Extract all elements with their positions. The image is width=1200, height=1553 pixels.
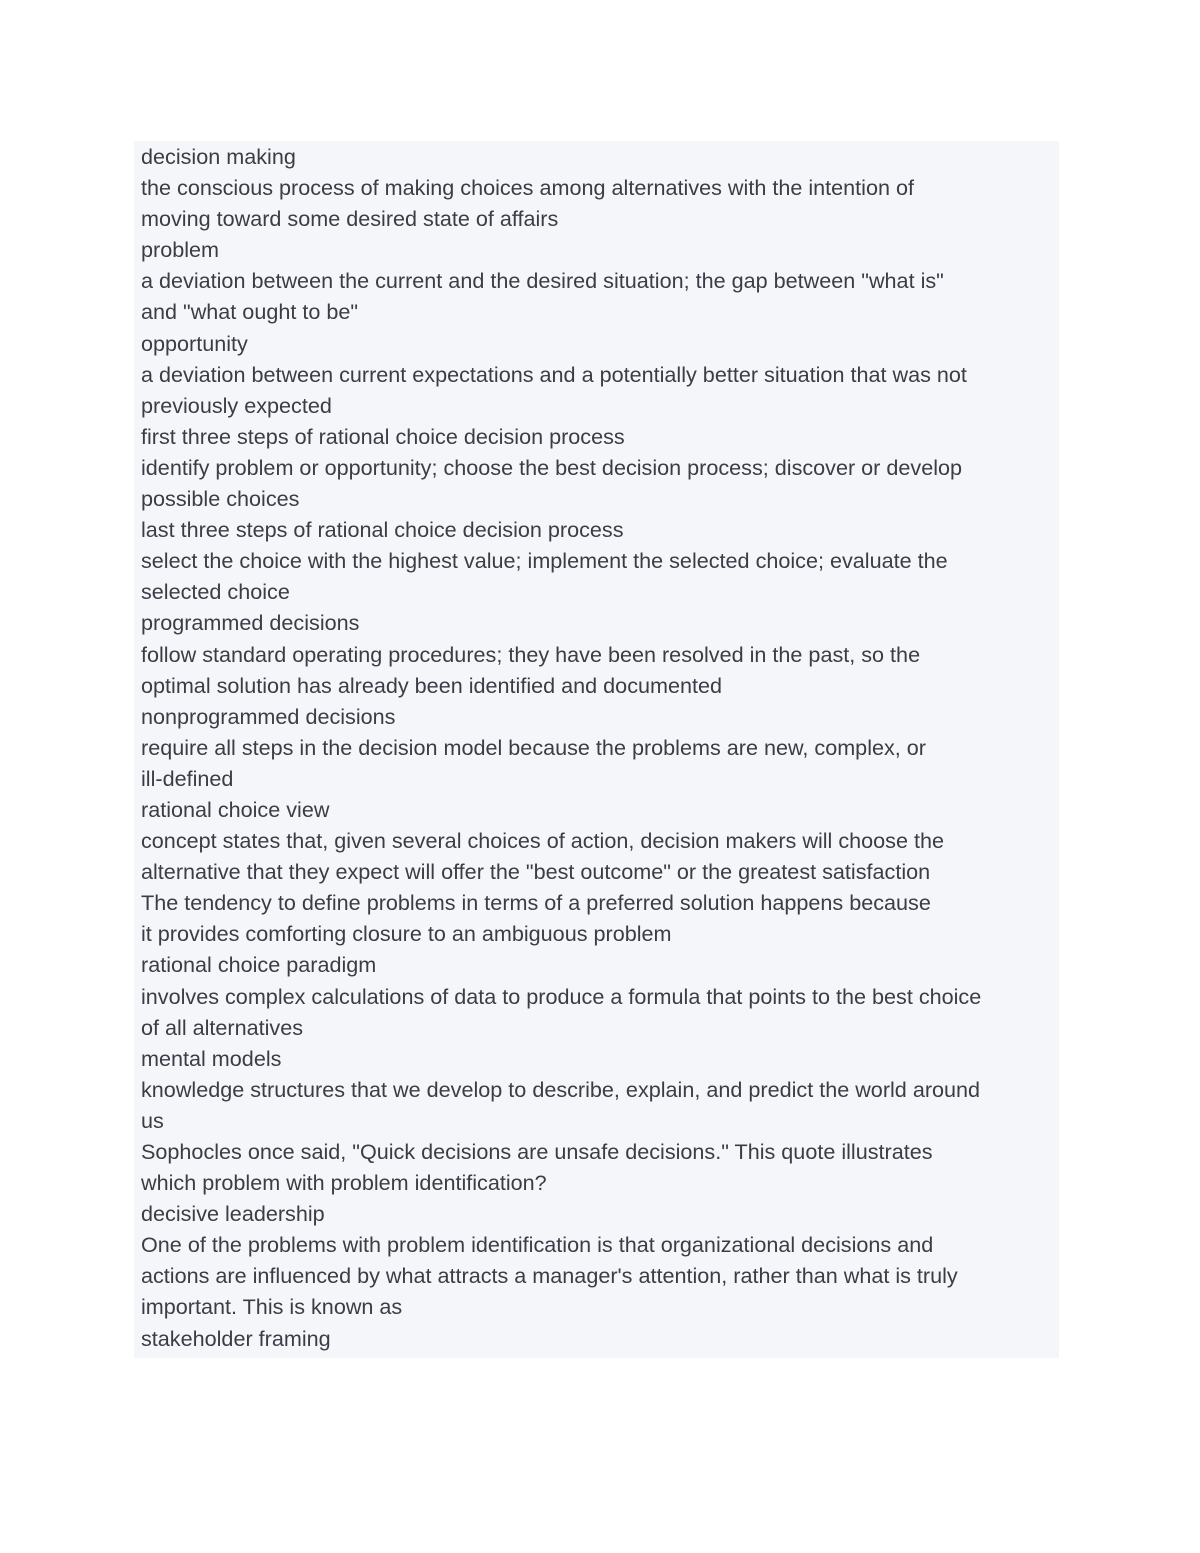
text-line: last three steps of rational choice decision process <box>141 517 624 543</box>
text-line: identify problem or opportunity; choose the best decision process; discover or develop <box>141 454 963 480</box>
text-line: alternative that they expect will offer the "best outcome" or the greatest satisfaction <box>141 859 931 885</box>
text-line: One of the problems with problem identification is that organizational decisions and <box>141 1232 934 1258</box>
text-line: previously expected <box>141 392 332 418</box>
text-line: of all alternatives <box>141 1014 304 1040</box>
text-line: selected choice <box>141 579 290 605</box>
document-text-block <box>134 141 1059 1358</box>
text-line: follow standard operating procedures; they have been resolved in the past, so the <box>141 641 921 667</box>
text-line: actions are influenced by what attracts a manager's attention, rather than what is truly <box>141 1263 958 1289</box>
text-line: concept states that, given several choices of action, decision makers will choose the <box>141 828 944 854</box>
text-lines <box>141 141 1059 1354</box>
text-line: knowledge structures that we develop to describe, explain, and predict the world around <box>141 1076 981 1102</box>
text-line: ill-defined <box>141 765 234 791</box>
text-line: problem <box>141 237 220 263</box>
text-line: first three steps of rational choice decision process <box>141 423 625 449</box>
text-line: Sophocles once said, "Quick decisions are unsafe decisions." This quote illustrates <box>141 1139 933 1164</box>
text-line: select the choice with the highest value; implement the selected choice; evaluate the <box>141 548 948 574</box>
text-line: mental models <box>141 1045 282 1071</box>
text-line: require all steps in the decision model because the problems are new, complex, or <box>141 734 926 760</box>
text-line: the conscious process of making choices among alternatives with the intention of <box>141 175 914 201</box>
text-line: programmed decisions <box>141 610 360 636</box>
text-line: and "what ought to be" <box>141 299 359 325</box>
text-line: involves complex calculations of data to produce a formula that points to the best choice <box>141 983 982 1009</box>
text-line: The tendency to define problems in terms of a preferred solution happens because <box>141 890 931 916</box>
text-line: stakeholder framing <box>141 1325 331 1351</box>
text-line: optimal solution has already been identified and documented <box>141 672 723 698</box>
text-line: us <box>141 1107 164 1133</box>
text-line: a deviation between current expectations and a potentially better situation that was not <box>141 361 967 387</box>
text-line: a deviation between the current and the desired situation; the gap between "what is" <box>141 268 944 294</box>
text-line: possible choices <box>141 486 300 512</box>
text-line: it provides comforting closure to an ambiguous problem <box>141 921 672 947</box>
text-line: rational choice view <box>141 796 330 822</box>
text-line: moving toward some desired state of affairs <box>141 206 559 232</box>
text-line: which problem with problem identification? <box>141 1170 547 1196</box>
text-line: decision making <box>141 144 296 169</box>
text-line: opportunity <box>141 330 248 356</box>
text-line: nonprogrammed decisions <box>141 703 396 729</box>
text-line: decisive leadership <box>141 1201 325 1227</box>
text-line: important. This is known as <box>141 1294 403 1320</box>
text-line: rational choice paradigm <box>141 952 377 978</box>
